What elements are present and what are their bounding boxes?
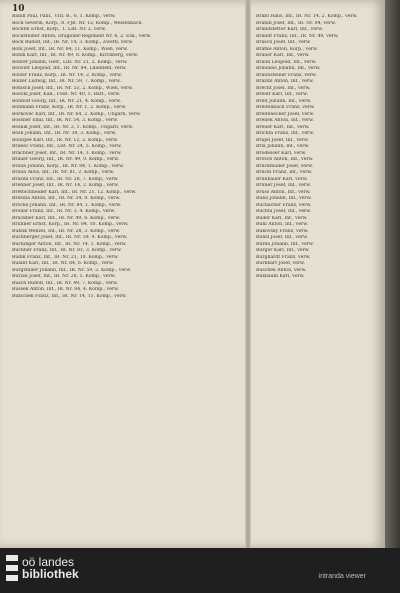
register-entry: Borkovec Karl, Inf., IR. Nr. 64, 2. Komp., Ungarn, verw. (12, 111, 141, 117)
register-entry: Boeckl Josef, Kan., FHR. Nr. 40, 5. Batt., verw. (12, 92, 121, 97)
register-entry: Breit Johann, Inf., verw. (256, 98, 312, 104)
register-entry: Bönisch Josef, Inf., IR. Nr. 53, 2. Komp., Wien, verw. (12, 85, 133, 91)
register-entry: Burian Josef, Inf., IR. Nr. 28, 5. Komp., verw. (12, 274, 116, 279)
register-entry: Bohl Josef, Inf., IR. Nr. 84, 11. Komp., Wien, verw. (12, 46, 129, 52)
column-gutter (245, 0, 251, 548)
register-entry: Bruner Josef, Inf., verw. (256, 183, 312, 188)
register-entry: Braunsteiner Franz, verw. (256, 72, 317, 78)
register-entry: Brandt Franz, Inf., IR. Nr. 49, verw. (256, 33, 339, 39)
register-entry: Braun Leopold, Inf., verw. (256, 59, 317, 65)
register-entry: Brix Johann, Inf., verw. (256, 144, 310, 149)
register-entry: Bolzer Ludwig, Inf., IR. Nr. 59, 7. Komp., verw. (12, 79, 121, 84)
register-entry: Brigel Josef, Inf., verw. (256, 137, 309, 143)
register-entry: Buder Karl, Inf., verw. (256, 215, 308, 221)
register-entry: Bouvier Leopold, Inf., IR. Nr. 84, Lilienfeld, verw. (12, 66, 127, 71)
register-entry: Bonmann Franz, Korp., IR. Nr. 1, 2. Komp., verw. (12, 105, 127, 110)
register-entry: Budik Franz, Inf., IR. Nr. 21, 10. Komp., verw. (12, 254, 119, 260)
register-entry: Braun Alois, Inf., IR. Nr. 81, 2. Komp., verw. (12, 170, 115, 175)
register-entry: Bocksteiner Anton, Dragoner-Regiment Nr. 4, 2. Esk., verw. (12, 33, 152, 39)
register-entry: Brosch Anton, Inf., verw. (256, 157, 314, 162)
register-entry: Brazda Franz, Inf., IR. Nr. 28, 7. Komp., verw. (12, 176, 119, 182)
register-entry: Bruckmüller Josef, verw. (256, 163, 314, 169)
register-entry: Bosh Johann, Inf., IR. Nr. 39, 3. Komp., verw. (12, 131, 117, 136)
register-entry: Brabec Franz, Inf., LIR. Nr. 24, 5. Komp., verw. (12, 144, 122, 149)
logo-line-1: oö landes (22, 555, 75, 569)
register-entry: Brasch Josef, Inf., verw. (256, 40, 311, 45)
register-entry: Bräßl Hans, Inf., IR. Nr. 14, 2. Komp., verw. (256, 14, 358, 19)
register-entry: Bourgee Karl, Inf., IR. Nr. 12, 2. Komp., verw. (12, 137, 119, 143)
register-entry: Buschek Anton, verw. (256, 267, 307, 273)
register-entry: Brezina Anton, Inf., IR. Nr. 54, 9. Komp., verw. (12, 196, 121, 201)
register-entry: Brocke Johann, Inf., IR. Nr. 84, 1. Komp., verw. (12, 202, 122, 208)
register-entry: Bandl Paul, Pabl., VIII. B., 6, 1. Komp., verw. (12, 14, 116, 19)
logo-text (22, 556, 79, 580)
register-entry: Brettschneider Karl, Inf., IR. Nr. 21, 12. Komp., verw. (12, 189, 137, 195)
register-entry: Buchinger Anton, Inf., IR. Nr. 14, 1. Komp., verw. (12, 241, 127, 247)
register-entry: Buba Johann, Inf., verw. (256, 196, 312, 201)
register-entry: Brandstetter Karl, Inf., verw. (256, 27, 324, 32)
register-entry: Brückl Franz, Inf., verw. (256, 170, 313, 175)
register-entry: Bublik Wenzel, Inf., IR. Nr. 28, 3. Komp., verw. (12, 228, 121, 234)
register-entry: Brichta Franz, Inf., verw. (256, 131, 315, 136)
register-entry: Buchacher Franz, verw. (256, 202, 312, 208)
register-entry: Bolzer Franz, Korp., IR. Nr. 14, 2. Komp., verw. (12, 72, 122, 78)
register-entry: Butschek Franz, Inf., IR. Nr. 14, 11. Komp., verw. (12, 293, 127, 299)
left-text-column (12, 14, 242, 544)
register-entry: Brunbauer Karl, verw. (256, 176, 308, 182)
viewer-brand-label[interactable]: intranda viewer (318, 573, 366, 580)
register-entry: Brauer Karl, Inf., verw. (256, 53, 310, 58)
register-entry: Bosnik Josef, Inf., IR. Nr. 2, 1. Komp., Ungarn, verw. (12, 124, 134, 130)
register-entry: Böhm Karl, Inf., IR. Nr. 49, 8. Komp., Kirchberg, verw. (12, 53, 139, 58)
register-entry: Buxbaum Karl, verw. (256, 274, 305, 279)
register-entry: Brachner Josef, Inf., IR. Nr. 14, 3. Komp., verw. (12, 150, 122, 156)
register-entry: Burkhart Josef, verw. (256, 261, 306, 266)
register-entry: Bohrer Johann, Gefr., LIR. Nr. 21, 2. Komp., verw. (12, 59, 128, 65)
register-entry: Brodar Franz, Inf., IR. Nr. 3, 4. Komp., verw. (12, 209, 116, 214)
register-entry: Breitenecker Josef, verw. (256, 111, 315, 117)
register-entry: Brazdil Anton, Inf., verw. (256, 79, 314, 84)
register-entry: Bocktel Ernst, Korp., 1. LIR. Nr. 2, verw. (12, 27, 107, 32)
register-entry: Bruckner Karl, Inf., IR. Nr. 49, 8. Komp., verw. (12, 215, 121, 221)
register-entry: Bulant Karl, Inf., IR. Nr. 84, 6. Komp., verw. (12, 261, 114, 266)
right-text-column (256, 14, 380, 544)
register-entry: Bock Severin, Korp., 8. FJB. Nr. 12, Komp., Weisenbach, (12, 20, 143, 26)
page-number: 10 (12, 4, 25, 14)
library-logo[interactable] (6, 555, 79, 581)
register-entry: Bräuer Georg, Inf., IR. Nr. 49, 9. Komp., verw. (12, 157, 120, 162)
logo-line-2: bibliothek (22, 567, 79, 581)
register-entry: Brecht Josef, Inf., verw. (256, 85, 311, 91)
register-entry: Brodesser Karl, verw. (256, 150, 307, 156)
register-entry: Busch Rudolf, Inf., IR. Nr. 49, 7. Komp., verw. (12, 280, 118, 286)
register-entry: Burghardt Franz, verw. (256, 254, 311, 260)
register-entry: Burda Johann, Inf., verw. (256, 241, 314, 247)
register-entry: Breier Karl, Inf., verw. (256, 92, 308, 97)
register-entry: Braun Johann, Korp., IR. Nr. 84, 1. Komp., verw. (12, 163, 124, 169)
page-edge-shadow (385, 0, 400, 548)
register-entry: Bunzl Josef, Inf., verw. (256, 235, 308, 240)
register-entry: Buchberger Josef, Inf., IR. Nr. 59, 4. Komp., verw. (12, 235, 128, 240)
register-entry: Brenner Josef, Inf., IR. Nr. 14, 2. Komp., verw. (12, 183, 119, 188)
register-entry: Bock Rudolf, Inf., IR. Nr. 14, 3. Komp., Zwettl, verw. (12, 40, 134, 45)
register-entry: Burger Karl, Inf., verw. (256, 248, 310, 253)
register-entry: Brenek Anton, Inf., verw. (256, 118, 315, 123)
register-entry: Bruss Anton, Inf., verw. (256, 189, 311, 195)
register-entry: Brauneis Johann, Inf., verw. (256, 66, 321, 71)
register-entry: Bukovsky Franz, verw. (256, 228, 309, 234)
register-entry: Bussek Anton, Inf., IR. Nr. 84, 4. Komp., verw. (12, 287, 120, 292)
register-entry: Breuer Karl, Inf., verw. (256, 124, 310, 130)
register-entry: Buchta Josef, Inf., verw. (256, 209, 312, 214)
register-entry: Bossner Emil, Inf., IR. Nr. 54, 3. Komp., verw. (12, 118, 118, 123)
register-entry: Buchner Franz, Inf., IR. Nr. 81, 3. Komp., verw. (12, 248, 122, 253)
register-entry: Bratke Anton, Korp., verw. (256, 46, 318, 52)
register-entry: Buhl Anton, Inf., verw. (256, 222, 309, 227)
register-entry: Burgstaller Johann, Inf., IR. Nr. 59, 2. Komp., verw. (12, 267, 132, 273)
register-entry: Brandl Josef, Inf., IR. Nr. 84, verw. (256, 20, 336, 26)
register-entry: Breitenbach Franz, verw. (256, 105, 315, 110)
logo-bars-icon (6, 555, 18, 581)
register-entry: Bonhoff Georg, Inf., IR. Nr. 21, 4. Komp., verw. (12, 98, 121, 104)
register-entry: Brunner Ernst, Korp., IR. Nr. 84, 10. Komp., verw. (12, 222, 129, 227)
